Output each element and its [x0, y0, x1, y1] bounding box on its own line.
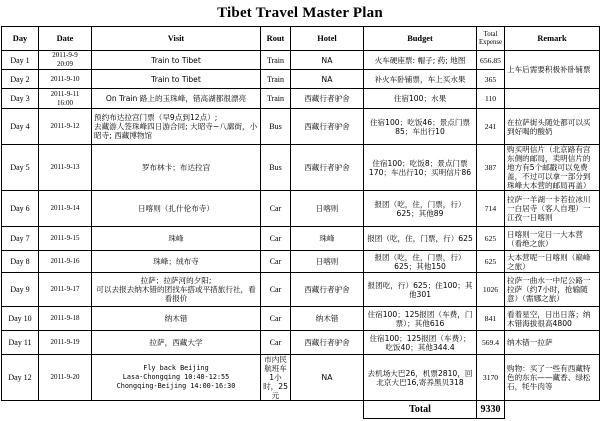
table-row — [2, 251, 600, 273]
header-visit: Visit — [92, 27, 261, 51]
remark-cell: 纳木错一拉萨 — [505, 331, 600, 355]
visit-cell: Train to Tibet — [92, 70, 261, 89]
date-cell: 2011-9-17 — [39, 273, 92, 307]
visit-cell: On Train 路上的玉珠峰，错高湖都很漂亮 — [92, 89, 261, 109]
budget-cell: 火车硬座票: 帽子; 药; 地图 — [364, 51, 477, 70]
header-remark: Remark — [505, 27, 600, 51]
expense-cell: 365 — [477, 70, 505, 89]
total-label: Total — [364, 401, 477, 419]
route-cell: Train — [261, 51, 291, 70]
budget-cell: 报团（吃，住，门票，行）625；其他150 — [364, 251, 477, 273]
date-cell: 2011-9-10 — [39, 70, 92, 89]
day-cell: Day 8 — [2, 251, 39, 273]
date-cell: 2011-9-15 — [39, 227, 92, 251]
expense-cell: 625 — [477, 251, 505, 273]
visit-cell: 珠峰；绒布寺 — [92, 251, 261, 273]
visit-cell: 珠峰 — [92, 227, 261, 251]
visit-cell: 纳木错 — [92, 307, 261, 331]
day-cell: Day 5 — [2, 145, 39, 191]
table-row — [2, 145, 600, 191]
visit-cell: Train to Tibet — [92, 51, 261, 70]
day-cell: Day 3 — [2, 89, 39, 109]
route-cell: Train — [261, 89, 291, 109]
table-row — [2, 89, 600, 109]
date-cell: 2011-9-16 — [39, 251, 92, 273]
route-cell: Car — [261, 251, 291, 273]
hotel-cell: 日喀则 — [291, 251, 364, 273]
remark-cell — [505, 89, 600, 109]
day-cell: Day 11 — [2, 331, 39, 355]
remark-cell: 日喀则一定日一大本营（看绝之旅） — [505, 227, 600, 251]
visit-cell: 拉萨，西藏大学 — [92, 331, 261, 355]
expense-cell: 841 — [477, 307, 505, 331]
route-cell: Car — [261, 227, 291, 251]
date-cell: 2011-9-11 16:00 — [39, 89, 92, 109]
expense-cell: 1026 — [477, 273, 505, 307]
remark-cell: 在拉萨街头随处都可以买到好喝的酸奶 — [505, 109, 600, 145]
date-cell: 2011-9-13 — [39, 145, 92, 191]
visit-cell: 拉萨；拉萨河的夕阳; 可以去报去纳木错的团找车搭或平措旅行社，看看报价 — [92, 273, 261, 307]
visit-cell: Fly back Beijing Lasa-Chongqing 10:40-12:55 Chongqing-Beijing 14:00-16:30 — [92, 355, 261, 401]
route-cell: Bus — [261, 145, 291, 191]
budget-cell: 住宿100；125报团（车费，门票）；其他616 — [364, 307, 477, 331]
header-expense: Total Expense — [477, 27, 505, 51]
hotel-cell: 西藏行者驴舍 — [291, 331, 364, 355]
expense-cell: 241 — [477, 109, 505, 145]
day-cell: Day 9 — [2, 273, 39, 307]
date-cell: 2011-9-14 — [39, 191, 92, 227]
budget-cell: 报团吃，行）625；住100；其他301 — [364, 273, 477, 307]
budget-cell: 补火车卧铺票，车上买水果 — [364, 70, 477, 89]
page-title: Tibet Travel Master Plan — [217, 5, 383, 21]
route-cell: Bus — [261, 109, 291, 145]
route-cell: Train — [261, 70, 291, 89]
hotel-cell: 纳木错 — [291, 307, 364, 331]
expense-cell: 110 — [477, 89, 505, 109]
hotel-cell: 西藏行者驴舍 — [291, 109, 364, 145]
budget-cell: 报团（吃，住，门票，行）625 — [364, 227, 477, 251]
day-cell: Day 2 — [2, 70, 39, 89]
budget-cell: 去机场大巴26，机票2810，回北京大巴16,寄养黑贝318 — [364, 355, 477, 401]
remark-cell: 购物：买了一些有西藏特色的东东——藏香、绿松石，牦牛肉等 — [505, 355, 600, 401]
remark-cell: 大本营呢一日喀则（巅峰之旅） — [505, 251, 600, 273]
day-cell: Day 1 — [2, 51, 39, 70]
table-row — [2, 227, 600, 251]
total-row — [2, 401, 600, 419]
hotel-cell: 珠峰 — [291, 227, 364, 251]
header-date: Date — [39, 27, 92, 51]
route-cell: Car — [261, 273, 291, 307]
budget-cell: 住宿100；吃饭46；景点门票85；车出行10 — [364, 109, 477, 145]
blank-cell — [2, 401, 364, 419]
date-cell: 2011-9-9 20:09 — [39, 51, 92, 70]
table-row — [2, 191, 600, 227]
day-cell: Day 7 — [2, 227, 39, 251]
expense-cell: 625 — [477, 227, 505, 251]
table-row — [2, 307, 600, 331]
visit-cell: 日喀则（扎什伦布寺） — [92, 191, 261, 227]
day-cell: Day 10 — [2, 307, 39, 331]
table-row — [2, 51, 600, 70]
table-row — [2, 331, 600, 355]
route-cell: Car — [261, 191, 291, 227]
expense-cell: 3170 — [477, 355, 505, 401]
hotel-cell: NA — [291, 51, 364, 70]
hotel-cell: 日喀则 — [291, 191, 364, 227]
date-cell: 2011-9-19 — [39, 331, 92, 355]
header-row — [2, 27, 600, 51]
budget-cell: 住宿100；125报团（车费）；吃饭40；其他344.4 — [364, 331, 477, 355]
route-cell: Car — [261, 307, 291, 331]
hotel-cell: 西藏行者驴舍 — [291, 89, 364, 109]
remark-cell: 拉萨一曲水一中尼公路一拉萨（约7小时，抢输随意）（需娜之旅） — [505, 273, 600, 307]
expense-cell: 387 — [477, 145, 505, 191]
header-route: Rout — [261, 27, 291, 51]
header-day: Day — [2, 27, 39, 51]
table-row — [2, 109, 600, 145]
day-cell: Day 4 — [2, 109, 39, 145]
header-budget: Budget — [364, 27, 477, 51]
remark-cell: 购买明信片（北京路有宫东侧的邮局，卖明信片的地方有5个邮戳可以免费盖，不过可以拿一部分到珠峰大本营的邮局再盖） — [505, 145, 600, 191]
route-cell: 市内民航班车1小时，25元 — [261, 355, 291, 401]
day-cell: Day 12 — [2, 355, 39, 401]
budget-cell: 住宿100；水果 — [364, 89, 477, 109]
travel-plan-table — [1, 26, 600, 419]
visit-cell: 罗布林卡；布达拉宫 — [92, 145, 261, 191]
header-hotel: Hotel — [291, 27, 364, 51]
expense-cell: 569.4 — [477, 331, 505, 355]
expense-cell: 714 — [477, 191, 505, 227]
day-cell: Day 6 — [2, 191, 39, 227]
total-value: 9330 — [477, 401, 505, 419]
blank-cell — [505, 401, 600, 419]
budget-cell: 报团（吃，住，门票，行）625；其他89 — [364, 191, 477, 227]
remark-cell: 上车后需要积极补卧铺票 — [505, 51, 600, 89]
hotel-cell: 西藏行者驴舍 — [291, 145, 364, 191]
table-row — [2, 273, 600, 307]
remark-cell: 看着星空，日出日落；纳木错海拔很高4800 — [505, 307, 600, 331]
budget-cell: 住宿100；吃饭8；景点门票170；车出行10；买明信片86 — [364, 145, 477, 191]
remark-cell: 拉萨一羊湖一卡若拉冰川一白居寺（客人自理）一江孜一日喀则 — [505, 191, 600, 227]
date-cell: 2011-9-12 — [39, 109, 92, 145]
date-cell: 2011-9-18 — [39, 307, 92, 331]
route-cell: Car — [261, 331, 291, 355]
date-cell: 2011-9-20 — [39, 355, 92, 401]
hotel-cell: NA — [291, 355, 364, 401]
table-row — [2, 355, 600, 401]
hotel-cell: 西藏行者驴舍 — [291, 273, 364, 307]
hotel-cell: NA — [291, 70, 364, 89]
expense-cell: 656.85 — [477, 51, 505, 70]
visit-cell: 预约布达拉宫门票（早9点到12点）; 去藏游人签珠峰四日游合同; 大昭寺~八廓街，小昭寺; 西藏博物馆 — [92, 109, 261, 145]
